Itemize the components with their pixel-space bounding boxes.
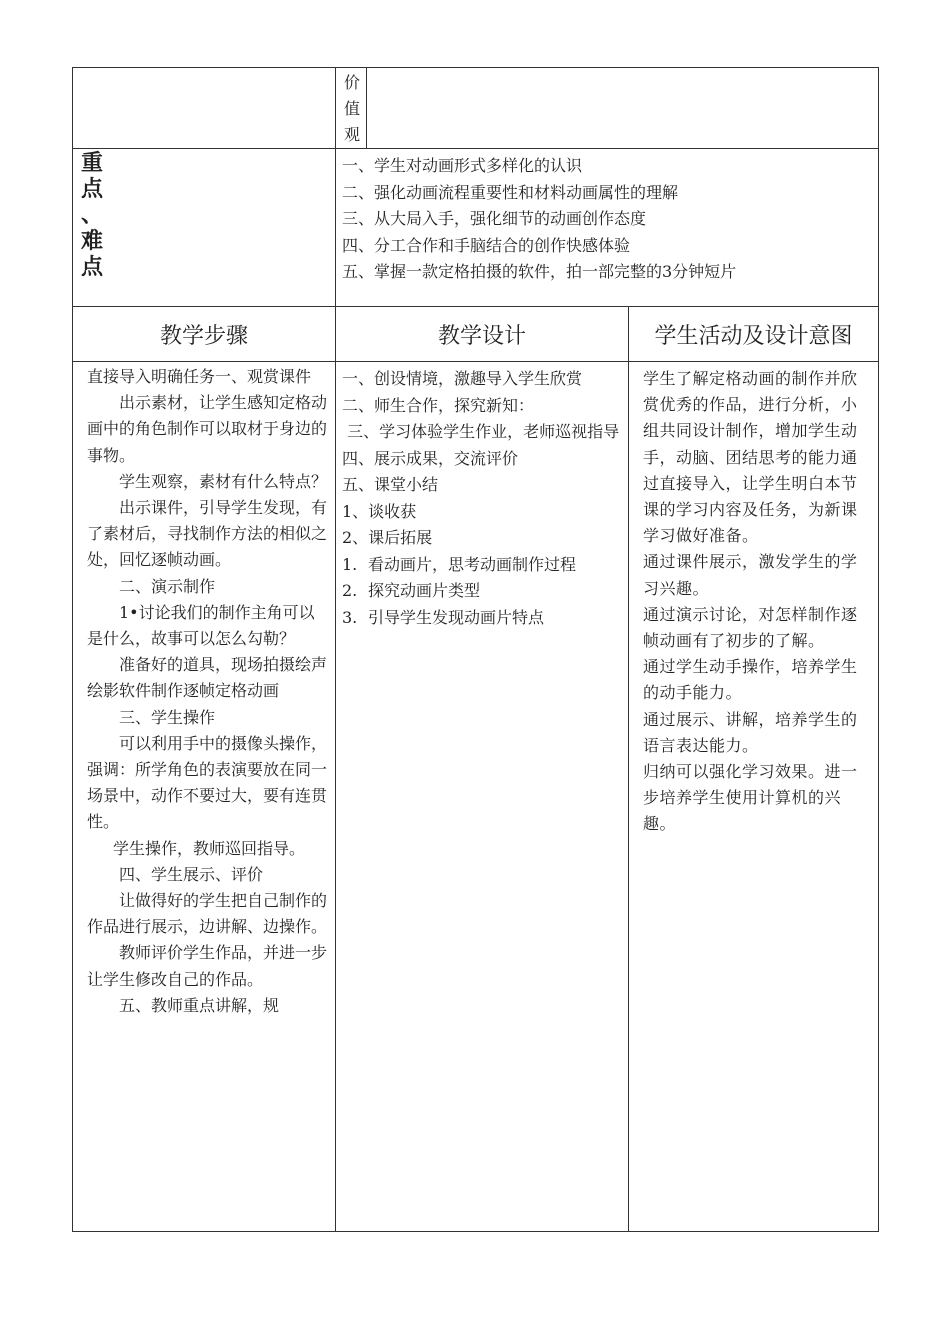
key-point-item: 二、强化动画流程重要性和材料动画属性的理解 — [342, 182, 679, 202]
key-point-item: 五、掌握一款定格拍摄的软件，拍一部完整的3分钟短片 — [342, 262, 737, 281]
key-point-item: 一、学生对动画形式多样化的认识 — [342, 156, 583, 175]
key-point-item: 三、从大局入手，强化细节的动画创作态度 — [342, 209, 647, 228]
numbered-item: 1. 看动画片，思考动画制作过程 — [342, 554, 577, 574]
steps-column: 直接导入明确任务一、观赏课件 出示素材，让学生感知定格动画中的角色制作可以取材于身边的事物。 学生观察，素材有什么特点？ 出示课件，引导学生发现，有了素材后，寻找制作方法的相似之处，回忆逐帧动画。 二、演示制作 1•讨论我们的制作主角可以是什么，故事可以怎么勾勒？ 准备好的道具，现场拍摄绘声绘影软件制作逐帧定格动画 三、学生操作 可以利用手中的摄像头操作，强调：所学角色的表演要放在同一场景中，动作不要过大，要有连贯性。 学生操作，教师巡回指导。 四、学生展示、评价 让做得好的学生把自己制作的作品进行展示，边讲解、边操作。 教师评价学生作品，并进一步让学生修改自己的作品。 五、教师重点讲解，规 — [73, 362, 336, 1232]
header-steps: 教学步骤 — [73, 307, 336, 362]
key-points-row — [73, 149, 879, 307]
content-row — [73, 362, 879, 1232]
numbered-item: 3. 引导学生发现动画片特点 — [342, 607, 545, 627]
activity-column: 学生了解定格动画的制作并欣赏优秀的作品，进行分析，小组共同设计制作，增加学生动手，动脑、团结思考的能力通过直接导入，让学生明白本节课的学习内容及任务，为新课学习做好准备。 通过课件展示，激发学生的学习兴趣。 通过演示讨论，对怎样制作逐帧动画有了初步的了解。 通过学生动手操作，培养学生的动手能力。 通过展示、讲解，培养学生的语言表达能力。 归纳可以强化学习效果。进一步培养学生使用计算机的兴趣。 — [629, 362, 879, 1232]
values-label: 价 值 观 — [336, 68, 367, 149]
header-design: 教学设计 — [336, 307, 629, 362]
key-points-list — [336, 149, 879, 307]
values-row — [73, 68, 879, 149]
header-row — [73, 307, 879, 362]
key-points-label: 重 点 、 难 点 — [73, 149, 336, 307]
lesson-plan-table — [72, 67, 879, 1232]
header-activity: 学生活动及设计意图 — [629, 307, 879, 362]
key-point-item: 四、分工合作和手脑结合的创作快感体验 — [342, 235, 631, 255]
values-label-cell — [73, 68, 336, 149]
design-column: 一、创设情境，激趣导入学生欣赏 二、师生合作，探究新知： 三、学习体验学生作业，老师巡视指导 四、展示成果，交流评价 五、课堂小结 1、谈收获 2、课后拓展 1. 看动画片，思考动画制作过程 2. 探究动画片类型 3. 引导学生发现动画片特点 — [336, 362, 629, 1232]
values-content-cell — [367, 68, 879, 149]
numbered-item: 2. 探究动画片类型 — [342, 581, 481, 600]
